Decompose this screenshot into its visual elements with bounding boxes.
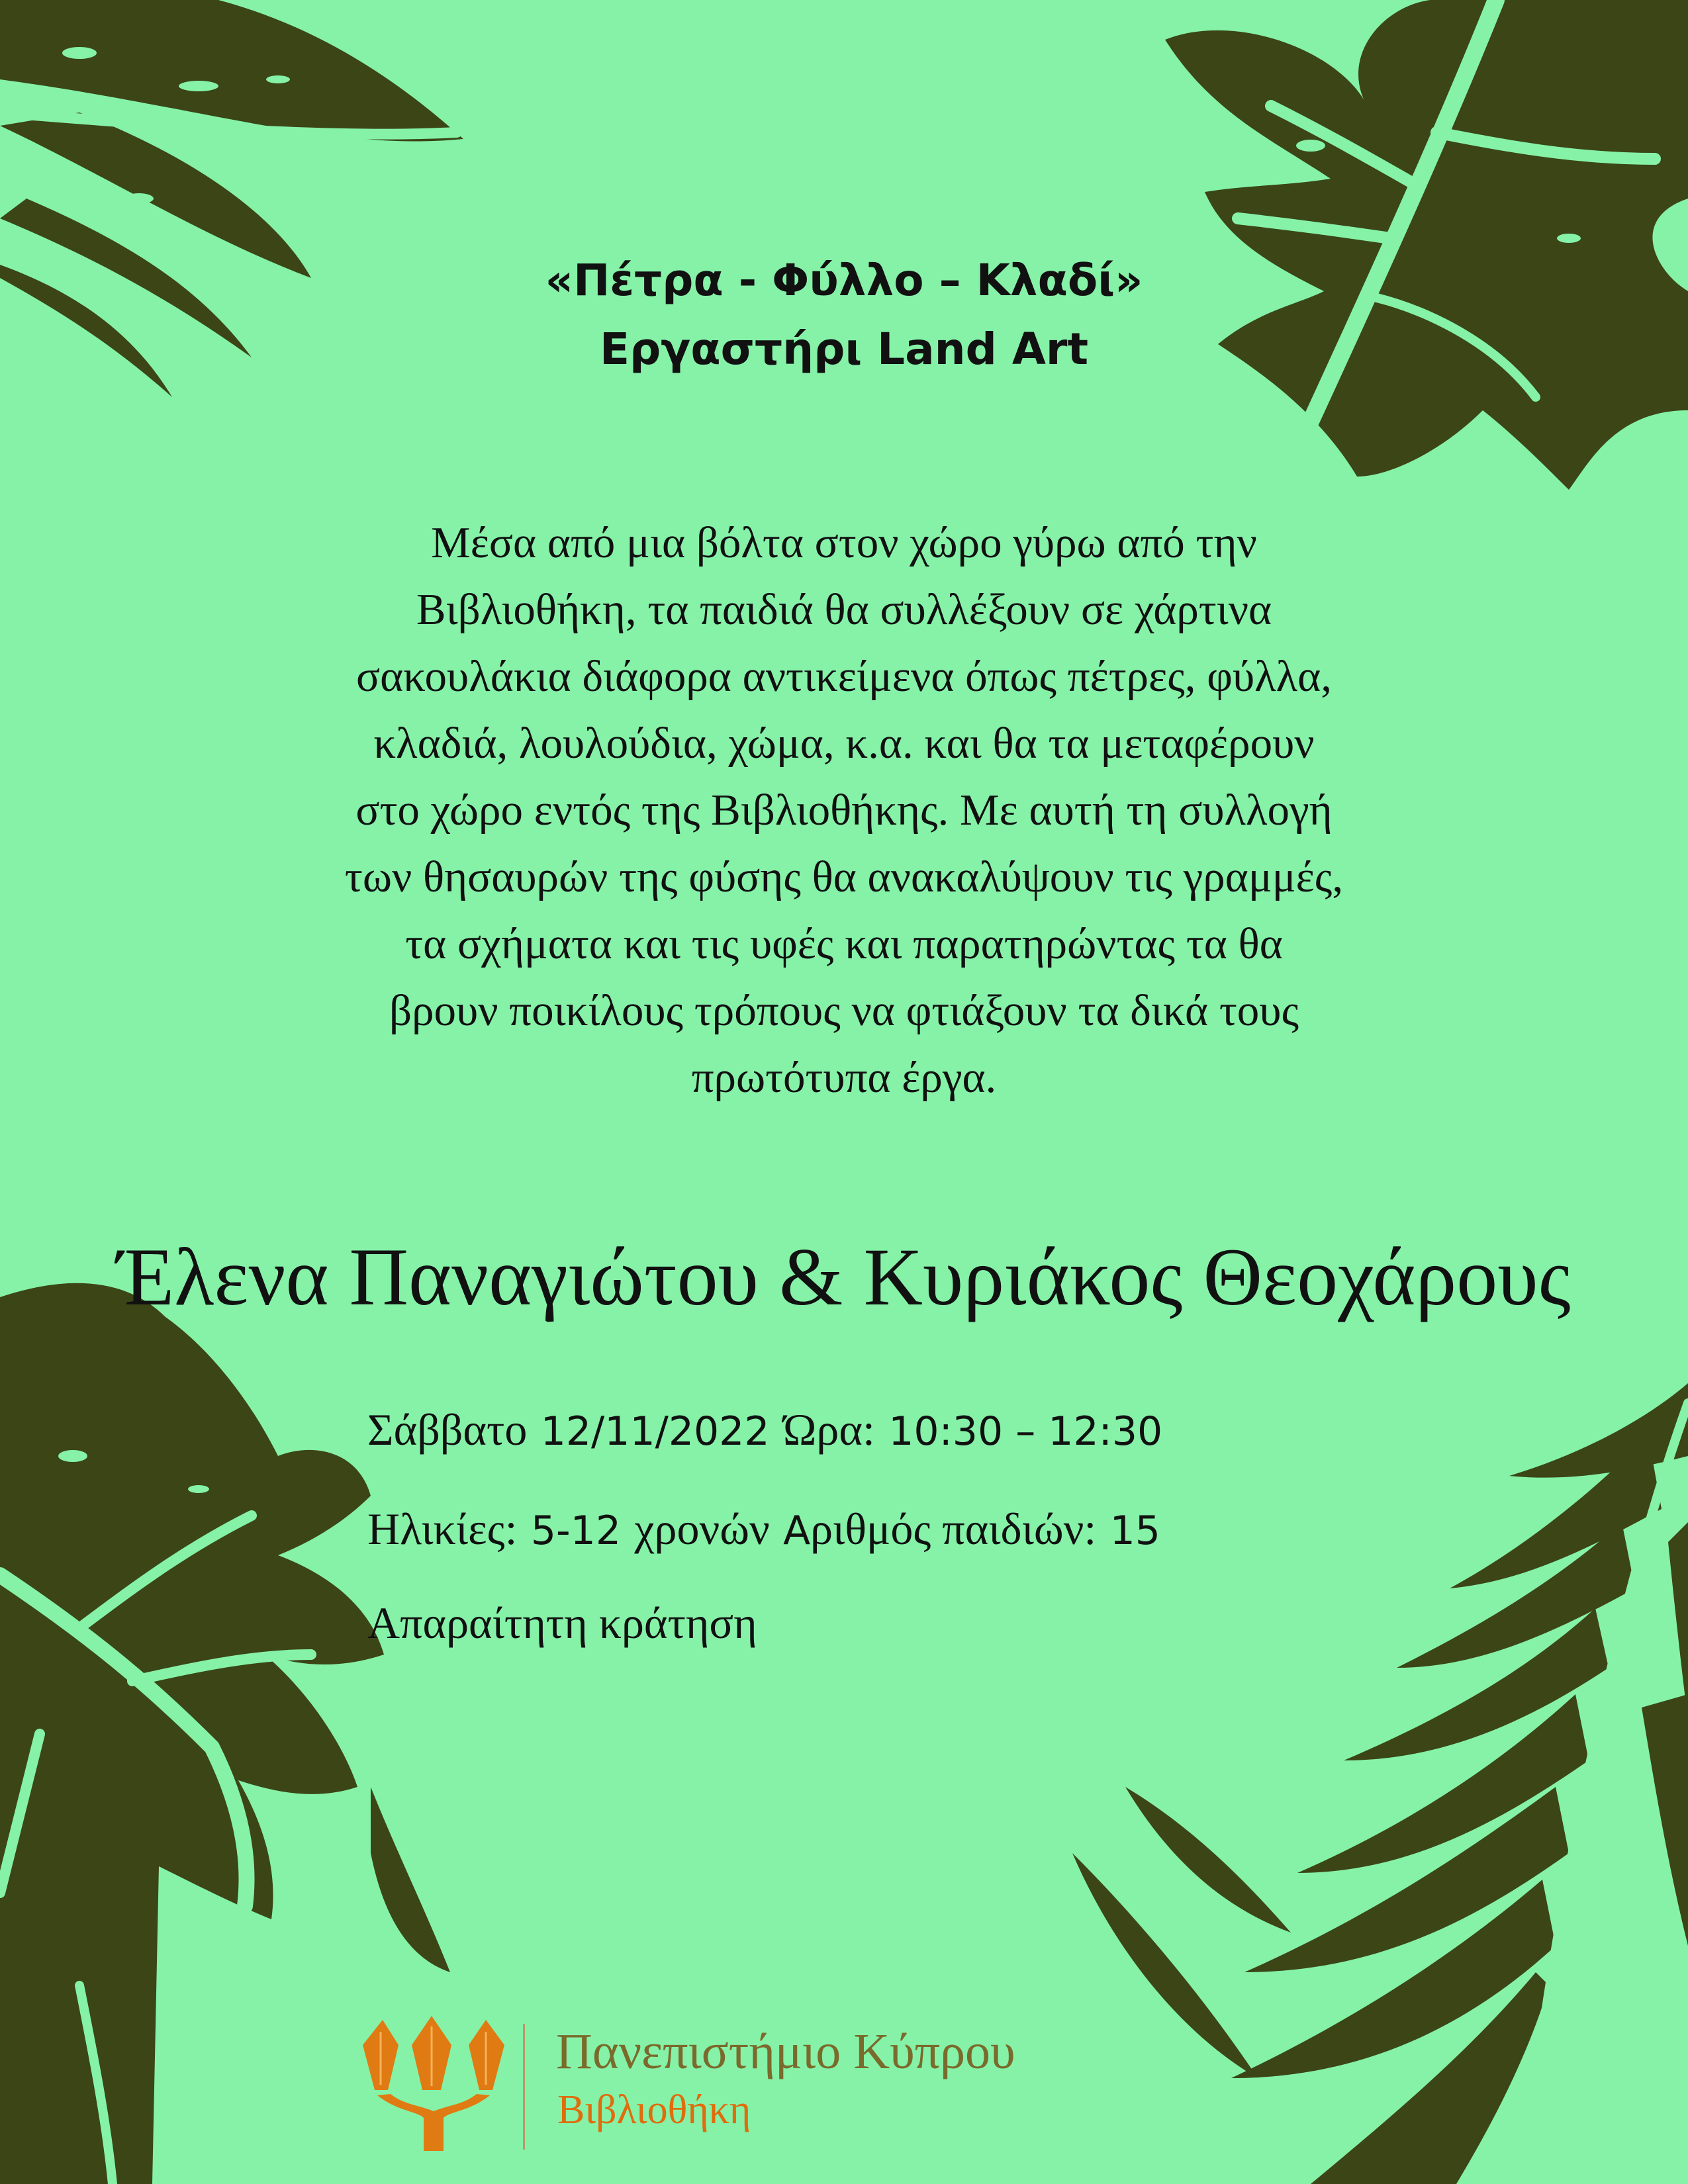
university-library-logo bbox=[357, 2012, 1218, 2158]
date-time-line bbox=[367, 1403, 1162, 1458]
date-value: 12/11/2022 bbox=[540, 1408, 770, 1455]
logo-divider bbox=[523, 2024, 525, 2150]
title-line-1: «Πέτρα - Φύλλο – Κλαδί» bbox=[545, 255, 1143, 306]
event-description bbox=[165, 510, 1523, 1111]
booking-line bbox=[367, 1596, 757, 1651]
time-value: 10:30 – 12:30 bbox=[888, 1408, 1163, 1455]
description-line: των θησαυρών της φύσης θα ανακαλύψουν τις γραμμές, bbox=[344, 852, 1344, 901]
ages-count-line bbox=[367, 1502, 1160, 1557]
description-line: Μέσα από μια βόλτα στον χώρο γύρω από την bbox=[431, 518, 1257, 567]
ages-unit: χρονών bbox=[634, 1504, 770, 1554]
university-name: Πανεπιστήμιο Κύπρου bbox=[556, 2024, 1015, 2079]
description-line: κλαδιά, λουλούδια, χώμα, κ.α. και θα τα μεταφέρουν bbox=[373, 719, 1315, 768]
description-line: πρωτότυπα έργα. bbox=[691, 1053, 997, 1102]
description-line: Βιβλιοθήκη, τα παιδιά θα συλλέξουν σε χάρτινα bbox=[416, 585, 1272, 634]
title-line-2: Εργαστήρι Land Art bbox=[599, 324, 1089, 375]
time-label: Ώρα: bbox=[782, 1404, 875, 1455]
presenters-names: Έλενα Παναγιώτου & Κυριάκος Θεοχάρους bbox=[117, 1232, 1571, 1322]
description-line: σακουλάκια διάφορα αντικείμενα όπως πέτρες, φύλλα, bbox=[356, 652, 1332, 701]
ages-value: 5-12 bbox=[530, 1508, 621, 1554]
description-line: στο χώρο εντός της Βιβλιοθήκης. Με αυτή τη συλλογή bbox=[355, 786, 1333, 835]
description-line: βρουν ποικίλους τρόπους να φτιάξουν τα δικά τους bbox=[389, 986, 1299, 1035]
ages-label: Ηλικίες: bbox=[367, 1504, 518, 1554]
day-label: Σάββατο bbox=[367, 1404, 528, 1455]
description-line: τα σχήματα και τις υφές και παρατηρώντας τα θα bbox=[405, 919, 1283, 968]
count-label: ριθμός παιδιών: bbox=[810, 1504, 1097, 1554]
count-value: 15 bbox=[1109, 1508, 1160, 1554]
booking-note: Απαραίτητη κράτηση bbox=[367, 1598, 757, 1648]
count-label-initial: Α bbox=[783, 1508, 811, 1554]
university-of-cyprus-tree-logo-icon bbox=[357, 2012, 510, 2158]
monstera-leaf-top-right bbox=[1165, 0, 1688, 490]
library-name: Βιβλιοθήκη bbox=[557, 2087, 751, 2132]
event-title bbox=[0, 246, 1688, 384]
